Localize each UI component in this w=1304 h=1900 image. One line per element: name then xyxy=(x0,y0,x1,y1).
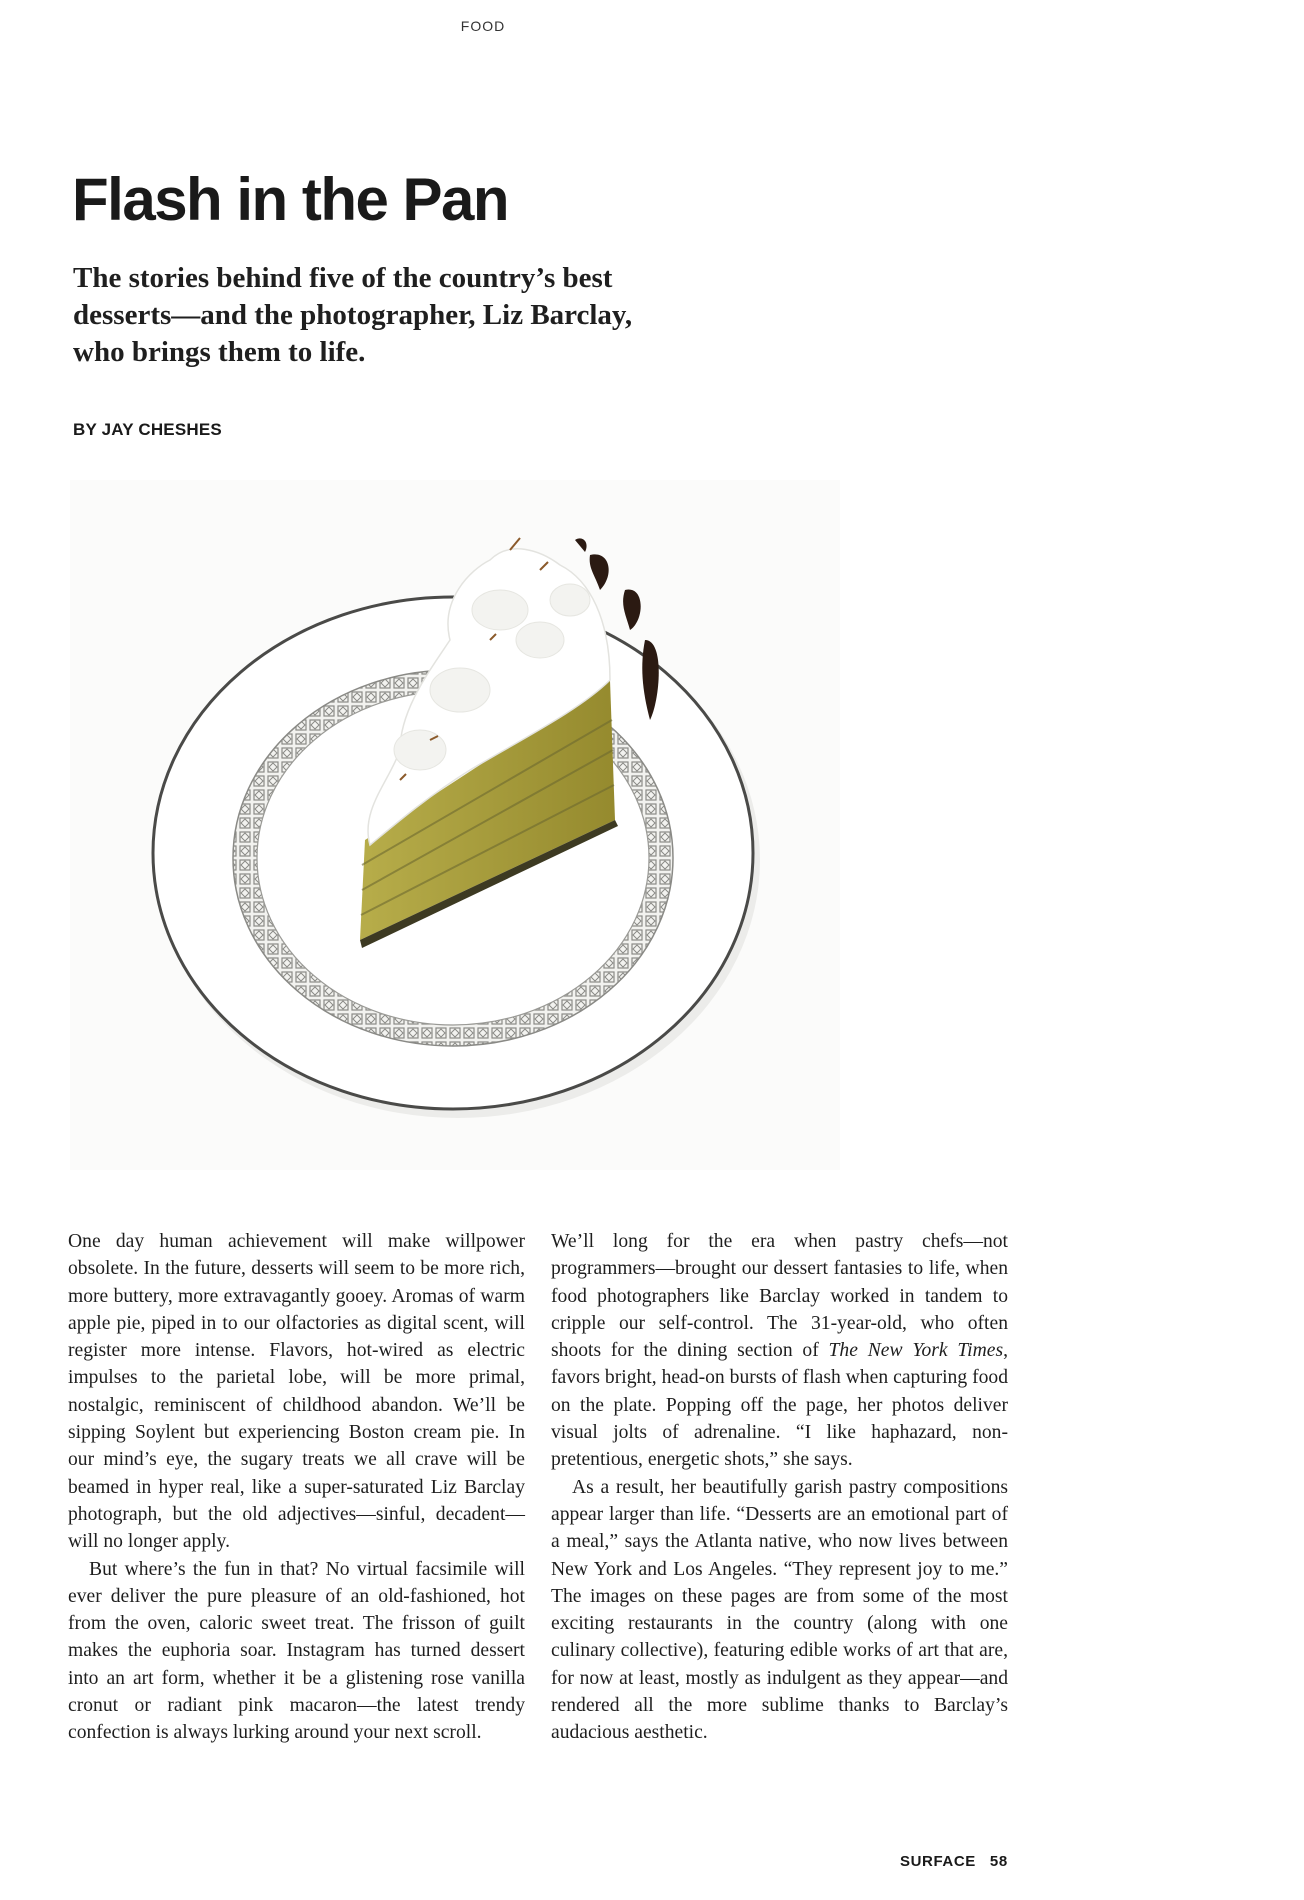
body-paragraph-3-start: We’ll long for the era when pastry chefs—not programmers—brought our dessert fantasies to life, when food photographers like Barclay worked in tandem to cripple our self-control. The 31-year-old, who often shoots for the dining section of xyxy=(551,1231,1008,1362)
body-paragraph-3 xyxy=(551,1228,1008,1474)
article-headline: Flash in the Pan xyxy=(72,166,509,233)
page-number: 58 xyxy=(989,1853,1008,1870)
section-label: FOOD xyxy=(460,18,506,34)
body-paragraph-2: But where’s the fun in that? No virtual facsimile will ever deliver the pure pleasure of an old-fashioned, hot from the oven, caloric sweet treat. The frisson of guilt makes the euphoria soar. Instagram has turned dessert into an art form, whether it be a glistening rose vanilla cronut or radiant pink macaron—the latest trendy confection is always lurking around your next scroll. xyxy=(68,1558,525,1744)
byline: BY JAY CHESHES xyxy=(73,420,222,439)
body-column-left xyxy=(68,1228,525,1747)
body-paragraph-4: As a result, her beautifully garish pastry compositions appear larger than life. “Desserts are an emotional part of a meal,” says the Atlanta native, who now lives between New York and Los Angeles. “They represent joy to me.” The images on these pages are from some of the most exciting restaurants in the country (along with one culinary collective), featuring edible works of art that are, for now at least, mostly as indulgent as they appear—and rendered all the more sublime thanks to Barclay’s audacious aesthetic. xyxy=(551,1476,1008,1744)
page-folio xyxy=(900,1853,1008,1870)
body-paragraph-1: One day human achievement will make willpower obsolete. In the future, desserts will seem to be more rich, more buttery, more extravagantly gooey. Aromas of warm apple pie, piped in to our olfactories as digital scent, will register more intense. Flavors, hot-wired as electric impulses to the parietal lobe, will be more primal, nostalgic, reminiscent of childhood abandon. We’ll be sipping Soylent but experiencing Boston cream pie. In our mind’s eye, the sugary treats we all crave will be beamed in hyper real, like a super-saturated Liz Barclay photograph, but the old adjectives—sinful, decadent—will no longer apply. xyxy=(68,1231,525,1553)
body-column-right xyxy=(551,1228,1008,1747)
magazine-name: SURFACE xyxy=(900,1853,976,1870)
body-paragraph-3-end: , favors bright, head-on bursts of flash when capturing food on the plate. Popping off the page, her photos deliver visual jolts of adrenaline. “I like haphazard, non-pretentious, energetic shots,” she says. xyxy=(551,1340,1008,1471)
cake-slice-photo xyxy=(70,480,840,1170)
publication-title: The New York Times xyxy=(828,1340,1004,1362)
article-dek: The stories behind five of the country’s best desserts—and the photographer, Liz Barclay, who brings them to life. xyxy=(73,262,633,368)
